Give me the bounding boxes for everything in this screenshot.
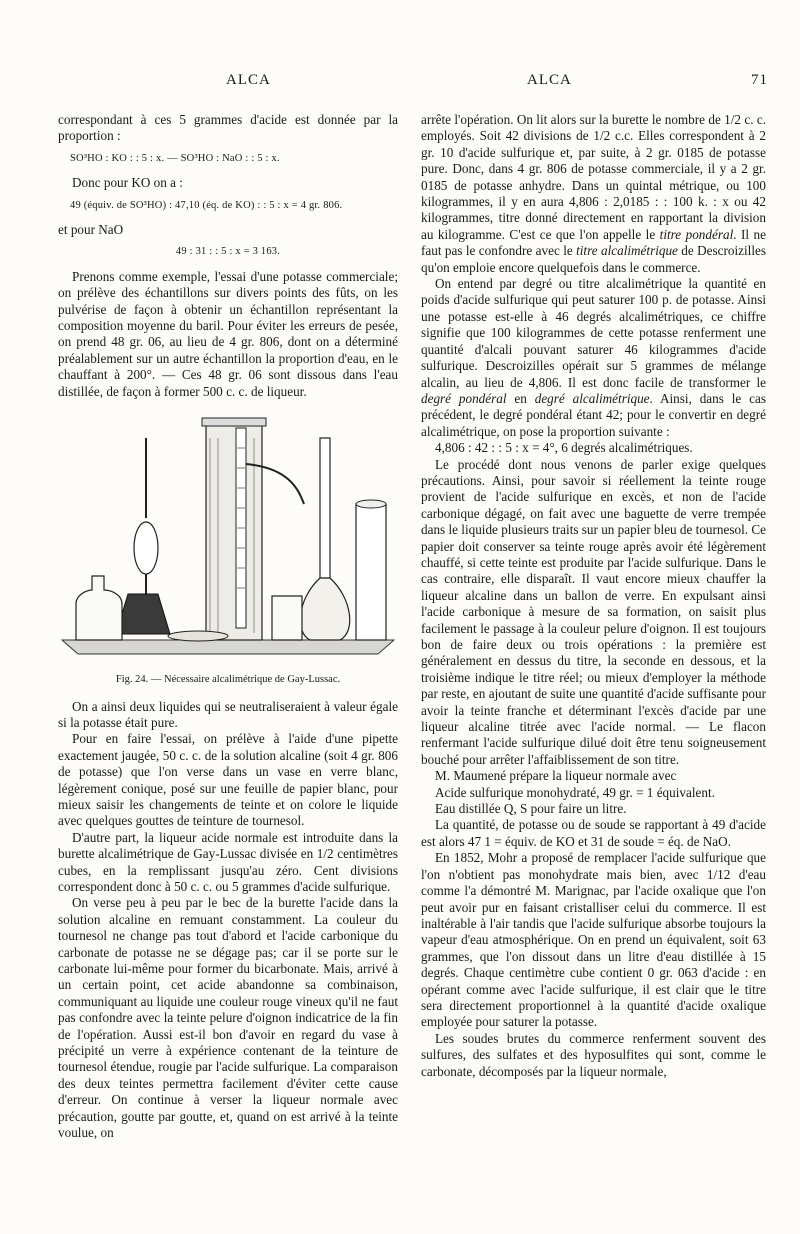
figure-gay-lussac-apparatus (58, 408, 398, 668)
header-right-title: ALCA (527, 72, 572, 88)
formula: 49 : 31 : : 5 : x = 3 163. (175, 246, 281, 258)
text-run: . Ainsi, dans le cas précédent, le degré pondéral étant 42; pour le convertir en degré alcalimétrique, on pose la proportion suivante : (421, 390, 766, 439)
paragraph (421, 112, 766, 276)
term-degre-ponderal: degré pondéral (421, 390, 507, 406)
term-titre-ponderal: titre pondéral (659, 226, 734, 242)
paragraph (421, 276, 766, 440)
apparatus-illustration (58, 408, 398, 668)
formula: SO³HO : KO : : 5 : x. — SO³HO : NaO : : 5 : x. (70, 152, 280, 164)
paragraph: Pour en faire l'essai, on prélève à l'aide d'une pipette exactement jaugée, 50 c. c. de la solution alcaline (soit 4 gr. 806 de potasse) que l'on verse dans un vase en verre blanc, légèrement conique, posé sur une feuille de papier blanc, pour mieux saisir les changements de teinte et on colore le liquide avec quelques gouttes de teinture de tournesol. (58, 731, 398, 829)
right-column (421, 112, 766, 1080)
text-run: arrête l'opération. On lit alors sur la burette le nombre de 1/2 c. c. employés. Soit 42 divisions de 1/2 c.c. Elles correspondent à 2 gr. 10 d'acide sulfurique et, par suite, à 2 gr. 0185 de potasse pure. Donc, dans 4 gr. 806 de potasse commerciale, il y a 2 gr. 0185 de potasse anhydre. Dans un quintal métrique, ou 100 kilogrammes, il y en aura 4,806 : 2,0185 : : 100 k. : x ou 42 kilogrammes, titre donné directement en rapportant la division au kilogramme. C'est ce que l'on appelle le (421, 112, 766, 242)
formula: 49 (équiv. de SO³HO) : 47,10 (éq. de KO) : : 5 : x = 4 gr. 806. (70, 199, 343, 211)
paragraph: correspondant à ces 5 grammes d'acide est donnée par la proportion : (58, 112, 398, 144)
paragraph: On verse peu à peu par le bec de la burette l'acide dans la solution alcaline en remuant constamment. La couleur du tournesol ne change pas tout d'abord et l'acide carbonique du carbonate de potasse ne se dégage pas; car il se porte sur le carbonate lui-même pour former du bicarbonate. Mais, arrivé à un certain point, cet acide abandonne sa combinaison, communiquant au liquide une couleur rouge vineux qu'il ne faut pas confondre avec la teinte pelure d'oignon indicatrice de la fin de l'opération. Aussi est-il bon d'avoir en regard du vase à précipité un verre à expérience contenant de la teinture de tournesol étendue, rougie par l'acide sulfurique. La comparaison des deux teintes permettra facilement d'éviter cette cause d'erreur. On continue à verser la liqueur normale avec précaution, goutte par goutte, et, quand on est arrivé à la teinte voulue, on (58, 895, 398, 1141)
paragraph: Donc pour KO on a : (72, 175, 183, 191)
text-run: On entend par degré ou titre alcalimétrique la quantité en poids d'acide sulfurique qui peut saturer 100 p. de potasse. Ainsi une potasse est-elle à 46 degrés alcalimétriques, ce chiffre signifie que 100 kilogrammes de cette potasse renferment une quantité d'alcali pouvant saturer 46 kilogrammes d'acide sulfurique. Descroizilles opérait sur 5 grammes de mélange alcalin, au lieu de 4,806. Il est donc facile de transformer le (421, 276, 766, 390)
recipe-line: Acide sulfurique monohydraté, 49 gr. = 1 équivalent. (435, 784, 715, 800)
paragraph: et pour NaO (58, 222, 124, 238)
running-header (0, 72, 800, 96)
term-titre-alcalimetrique: titre alcalimétrique (576, 243, 678, 259)
paragraph: M. Maumené prépare la liqueur normale avec (435, 768, 677, 784)
figure-caption: Fig. 24. — Nécessaire alcalimétrique de Gay-Lussac. (115, 674, 341, 686)
term-degre-alcalimetrique: degré alcalimétrique (534, 390, 650, 406)
text-run: en (506, 390, 535, 406)
paragraph: On a ainsi deux liquides qui se neutraliseraient à valeur égale si la potasse était pure. (58, 698, 398, 730)
left-column (58, 112, 398, 1141)
recipe-line: Eau distillée Q, S pour faire un litre. (435, 801, 627, 817)
paragraph: Le procédé dont nous venons de parler exige quelques précautions. Ainsi, pour savoir si réellement la teinte rouge provient de l'acide sulfurique en excès, et non de l'acide carbonique dégagé, on fait avec une baguette de verre trempée dans le liquide plusieurs traits sur un papier bleu de tournesol. Ce papier doit conserver sa teinte rouge après avoir été légèrement chauffé, si cette teinte est produite par l'acide sulfurique. Dans le cas contraire, elle disparaît. Il vaut encore mieux chauffer la liqueur alcaline dans un ballon de verre. En expulsant ainsi l'acide carbonique à mesure de sa formation, on saisit plus facilement le passage à la couleur pelure d'oignon. Il est toujours bon de faire deux ou trois opérations : la première est généralement en dessus du titre, la seconde en dessous, et la troisième indique le titre réel; ou mieux d'employer la méthode par reste, en ajoutant de suite une quantité d'acide suffisante pour avoir la teinte franche et déterminant l'excès d'acide par une liqueur alcaline titrée avec l'acide normal. — Le flacon renfermant l'acide sulfurique dilué doit être tenu soigneusement bouché pour arrêter l'affaiblissement de son titre. (421, 456, 766, 767)
paragraph: Prenons comme exemple, l'essai d'une potasse commerciale; on prélève des échantillons sur divers points des fûts, on les pulvérise de façon à obtenir un échantillon représentant la composition moyenne du baril. Pour éviter les erreurs de pesée, on prend 48 gr. 06, au lieu de 4 gr. 806, dont on a déterminé préalablement sur un autre échantillon la proportion d'eau, en le chauffant à 200°. — Ces 48 gr. 06 sont dissous dans l'eau distillée, de façon à former 500 c. c. de liqueur. (58, 268, 398, 399)
formula: 4,806 : 42 : : 5 : x = 4°, 6 degrés alcalimétriques. (435, 440, 693, 456)
header-left-title: ALCA (226, 72, 271, 88)
paragraph: La quantité, de potasse ou de soude se rapportant à 49 d'acide est alors 47 1 = équiv. de KO et 31 de soude = éq. de NaO. (421, 817, 766, 849)
text-run: de Descroizilles qu'on emploie encore quelquefois dans le commerce. (421, 243, 766, 275)
paragraph: En 1852, Mohr a proposé de remplacer l'acide sulfurique que l'on n'obtient pas monohydrate mais bien, avec 1/12 d'eau comme l'a démontré M. Marignac, par l'acide oxalique que l'on peut avoir pur en faisant cristalliser celui du commerce. Il est inaltérable à l'air tandis que l'acide sulfurique absorbe toujours la vapeur d'eau atmosphérique. On en prend un équivalent, soit 63 grammes, que l'on dissout dans un litre d'eau distillée à 15 degrés. Chaque centimètre cube contient 0 gr. 063 d'acide : en opérant comme avec l'acide sulfurique, il est clair que le titre sera directement proportionnel à la quantité d'acide oxalique employée pour saturer la potasse. (421, 850, 766, 1030)
page-number: 71 (751, 72, 768, 88)
paragraph: Les soudes brutes du commerce renferment souvent des sulfures, des sulfates et des hyposulfites qui sont, comme le carbonate, décomposés par la liqueur normale, (421, 1030, 766, 1079)
paragraph: D'autre part, la liqueur acide normale est introduite dans la burette alcalimétrique de Gay-Lussac divisée en 1/2 centimètres cubes, en la remplissant jusqu'au zéro. Cent divisions correspondent donc à 50 c. c. ou 5 grammes d'acide sulfurique. (58, 829, 398, 894)
text-run: . Il ne faut pas le confondre avec le (421, 226, 766, 259)
